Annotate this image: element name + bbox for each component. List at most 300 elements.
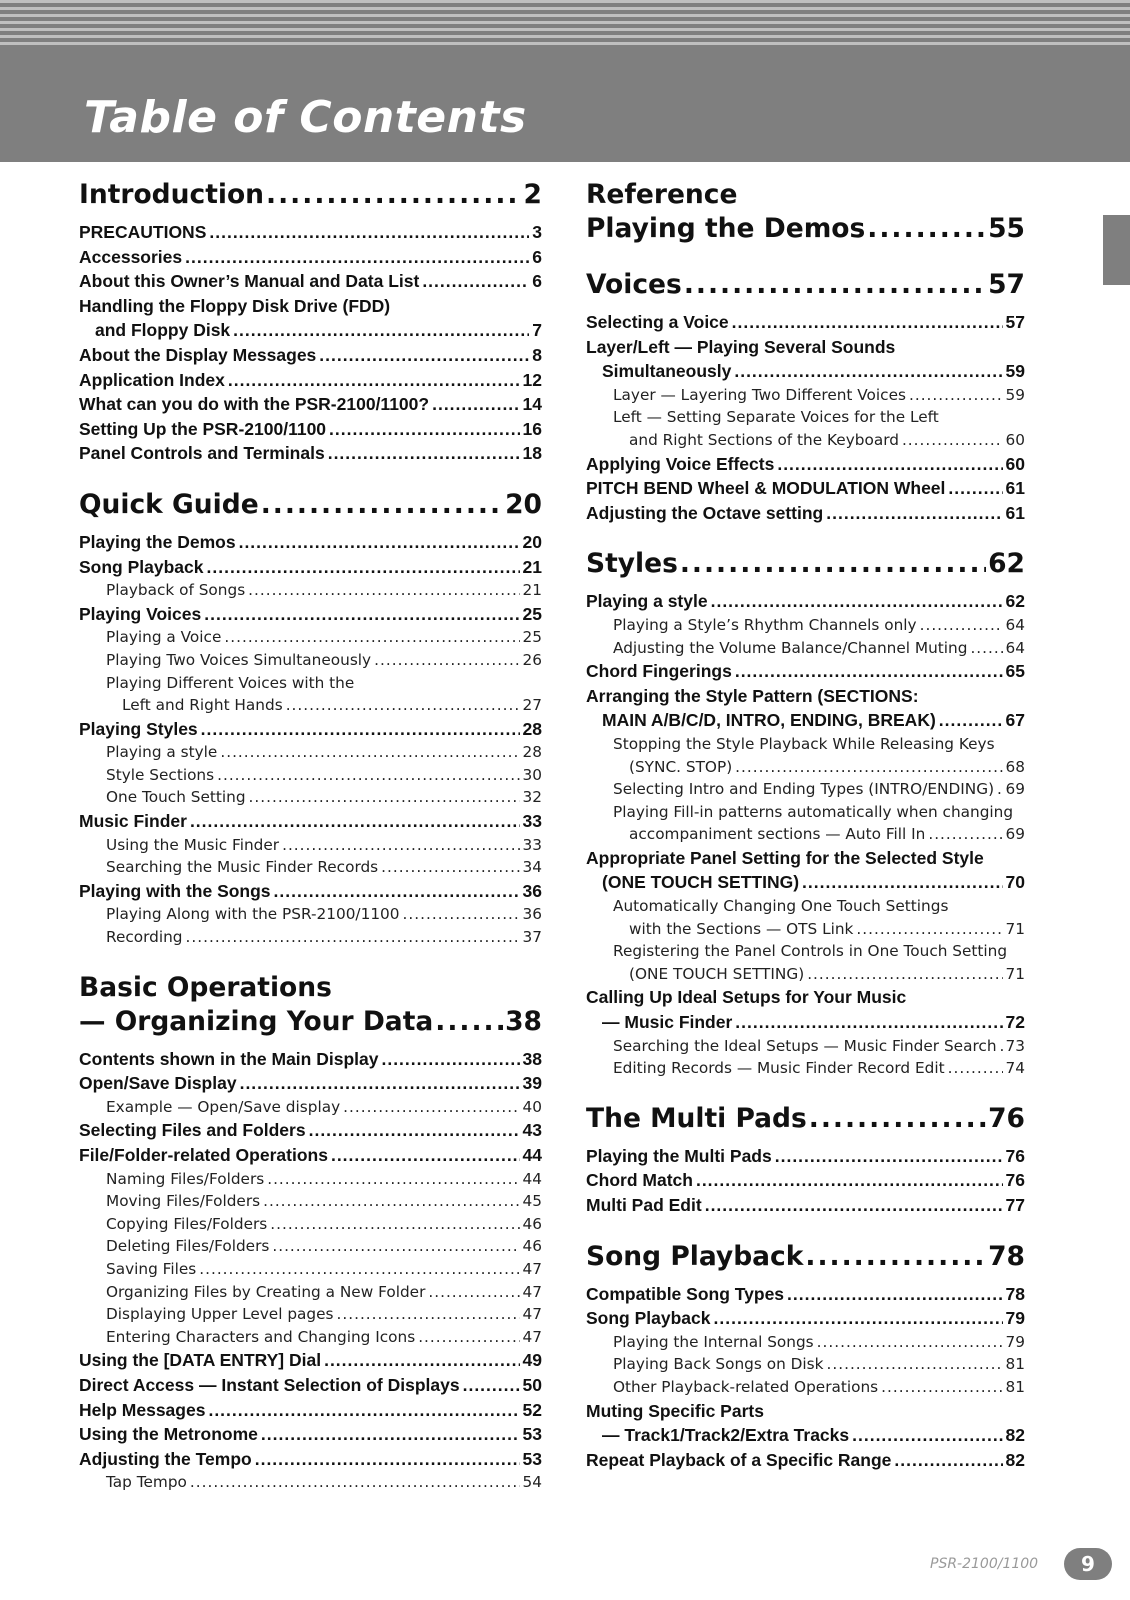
entry-title: Left and Right Hands	[122, 696, 283, 715]
dot-leader	[266, 178, 522, 212]
entry-title: Saving Files	[106, 1259, 197, 1278]
entry-page: 28	[522, 718, 542, 739]
toc-entry[interactable]	[79, 809, 542, 834]
dot-leader	[827, 1353, 1003, 1376]
entry-title: File/Folder-related Operations	[79, 1145, 328, 1165]
entry-title: and Right Sections of the Keyboard	[629, 430, 899, 449]
entry-title: Playing Voices	[79, 603, 202, 624]
entry-title: (SYNC. STOP)	[629, 757, 733, 776]
toc-entry[interactable]	[586, 1010, 1025, 1035]
toc-entry[interactable]	[586, 1168, 1025, 1193]
dot-leader	[684, 268, 986, 302]
dot-leader	[1000, 1035, 1003, 1058]
section-heading[interactable]	[586, 268, 1025, 302]
toc-entry[interactable]	[79, 879, 542, 904]
dot-leader	[705, 1193, 1003, 1218]
toc-subentry[interactable]	[79, 1168, 542, 1191]
section-heading-page: 55	[988, 213, 1025, 244]
dot-leader	[309, 1118, 520, 1143]
entry-page: 69	[1005, 825, 1025, 844]
entry-title: Direct Access — Instant Selection of Displays	[79, 1374, 460, 1395]
toc-section	[586, 268, 1025, 525]
toc-entry[interactable]	[79, 1047, 542, 1072]
toc-subentry[interactable]	[79, 694, 542, 717]
dot-leader	[240, 1071, 520, 1096]
entry-page: 64	[1005, 638, 1025, 657]
entry-title: Left — Setting Separate Voices for the Left	[613, 408, 939, 427]
entry-title: accompaniment sections — Auto Fill In	[629, 825, 926, 844]
toc-entry[interactable]	[79, 245, 542, 270]
toc-subentry[interactable]	[586, 1057, 1025, 1080]
dot-leader	[852, 1423, 1002, 1448]
toc-entry[interactable]	[586, 846, 1025, 871]
toc-subentry[interactable]	[586, 756, 1025, 779]
entry-title: Chord Fingerings	[586, 661, 732, 682]
entry-page: 7	[532, 320, 542, 341]
section-heading-page: 78	[988, 1240, 1025, 1272]
section-heading[interactable]	[586, 1102, 1025, 1136]
toc-entry[interactable]	[586, 501, 1025, 526]
section-heading[interactable]	[586, 1240, 1025, 1274]
dot-leader	[735, 756, 1002, 779]
dot-leader	[696, 1168, 1003, 1193]
toc-subentry[interactable]	[79, 834, 542, 857]
dot-leader	[249, 786, 520, 809]
entry-title: Using the [DATA ENTRY] Dial	[79, 1350, 322, 1371]
dot-leader	[817, 1331, 1003, 1354]
entry-page: 3	[532, 222, 542, 242]
toc-subentry[interactable]	[586, 963, 1025, 986]
entry-title: and Floppy Disk	[95, 320, 231, 341]
dot-leader	[282, 834, 519, 857]
entry-page: 46	[522, 1237, 542, 1256]
entry-title: About this Owner’s Manual and Data List	[79, 271, 420, 292]
entry-page: 79	[1005, 1332, 1025, 1351]
toc-entry[interactable]	[586, 1399, 1025, 1424]
toc-entry[interactable]	[79, 555, 542, 580]
dot-leader	[381, 1047, 519, 1072]
entry-page: 20	[522, 531, 542, 552]
toc-subentry[interactable]	[586, 733, 1025, 756]
entry-title: Searching the Ideal Setups — Music Finder Search	[613, 1036, 997, 1055]
toc-subentry[interactable]	[586, 1331, 1025, 1354]
toc-entry[interactable]	[586, 589, 1025, 614]
toc-subentry[interactable]	[586, 429, 1025, 452]
dot-leader	[328, 441, 520, 466]
entry-title: Deleting Files/Folders	[106, 1237, 270, 1256]
toc-entry[interactable]	[79, 1348, 542, 1373]
entry-title: Open/Save Display	[79, 1073, 237, 1094]
entry-title: — Music Finder	[602, 1012, 733, 1033]
dot-leader	[403, 903, 520, 926]
toc-subentry[interactable]	[79, 926, 542, 949]
dot-leader	[190, 1471, 520, 1494]
toc-entry[interactable]	[586, 870, 1025, 895]
toc-entry[interactable]	[79, 294, 542, 319]
toc-subentry[interactable]	[79, 903, 542, 926]
entry-title: Playing a Voice	[106, 628, 222, 647]
toc-subentry[interactable]	[79, 764, 542, 787]
toc-section	[586, 1102, 1025, 1218]
entry-title: Setting Up the PSR-2100/1100	[79, 418, 327, 439]
dot-leader	[261, 488, 503, 522]
toc-subentry[interactable]	[79, 649, 542, 672]
entry-title: Using the Music Finder	[106, 835, 280, 854]
dot-leader	[186, 926, 520, 949]
toc-entry[interactable]	[586, 1282, 1025, 1307]
toc-left-column	[79, 178, 542, 1516]
entry-page: 33	[522, 811, 542, 832]
entry-page: 61	[1005, 502, 1025, 523]
entry-title: Registering the Panel Controls in One Touch Setting	[613, 942, 1008, 961]
entry-page: 50	[522, 1374, 542, 1395]
dot-leader	[867, 212, 986, 246]
dot-leader	[319, 343, 529, 368]
toc-subentry[interactable]	[586, 940, 1025, 963]
toc-entry[interactable]	[79, 1118, 542, 1143]
toc-entry[interactable]	[79, 1398, 542, 1423]
entry-title: Playing the Internal Songs	[613, 1332, 814, 1351]
entry-page: 45	[522, 1192, 542, 1211]
entry-title: Playing Fill-in patterns automatically when changing	[613, 802, 1014, 821]
toc-subentry[interactable]	[79, 1235, 542, 1258]
section-heading[interactable]	[586, 212, 1025, 246]
toc-subentry[interactable]	[586, 1035, 1025, 1058]
dot-leader	[680, 547, 986, 581]
entry-page: 82	[1005, 1449, 1025, 1470]
toc-subentry[interactable]	[79, 626, 542, 649]
section-heading[interactable]	[79, 488, 542, 522]
section-heading-title: The Multi Pads	[586, 1102, 807, 1134]
dot-leader	[894, 1448, 1002, 1473]
toc-entry[interactable]	[79, 1373, 542, 1398]
dot-leader	[286, 694, 520, 717]
toc-entry[interactable]	[586, 1306, 1025, 1331]
toc-entry[interactable]	[586, 452, 1025, 477]
entry-page: 76	[1005, 1170, 1025, 1191]
entry-page: 37	[522, 928, 542, 947]
dot-leader	[263, 1190, 519, 1213]
toc-subentry[interactable]	[586, 406, 1025, 429]
dot-leader	[856, 918, 1002, 941]
toc-subentry[interactable]	[586, 895, 1025, 918]
heading-spacer	[586, 302, 1025, 310]
dot-leader	[735, 659, 1003, 684]
toc-entry[interactable]	[79, 1071, 542, 1096]
toc-entry[interactable]	[586, 1423, 1025, 1448]
dot-leader	[228, 368, 520, 393]
dot-leader	[209, 220, 529, 245]
section-heading-page: 2	[523, 179, 542, 210]
toc-entry[interactable]	[79, 602, 542, 627]
entry-page: 65	[1005, 661, 1025, 682]
entry-page: 36	[522, 880, 542, 901]
toc-subentry[interactable]	[586, 614, 1025, 637]
entry-title: Layer — Layering Two Different Voices	[613, 385, 906, 404]
entry-page: 74	[1005, 1059, 1025, 1078]
section-heading-prefix	[586, 178, 1025, 212]
toc-entry[interactable]	[79, 343, 542, 368]
entry-page: 6	[532, 246, 542, 267]
dot-leader	[374, 649, 519, 672]
toc-subentry[interactable]	[586, 637, 1025, 660]
entry-page: 27	[522, 696, 542, 715]
dot-leader	[220, 741, 519, 764]
toc-entry[interactable]	[586, 1144, 1025, 1169]
entry-page: 36	[522, 905, 542, 924]
section-heading-page: 20	[505, 488, 542, 520]
entry-title: Repeat Playback of a Specific Range	[586, 1449, 892, 1470]
entry-page: 70	[1005, 872, 1025, 893]
dot-leader	[948, 1057, 1003, 1080]
toc-subentry[interactable]	[586, 801, 1025, 824]
toc-subentry[interactable]	[79, 1096, 542, 1119]
toc-subentry[interactable]	[586, 918, 1025, 941]
dot-leader	[714, 1306, 1003, 1331]
heading-spacer	[586, 1274, 1025, 1282]
section-heading-title: Song Playback	[586, 1240, 804, 1272]
toc-subentry[interactable]	[79, 741, 542, 764]
entry-page: 81	[1005, 1355, 1025, 1374]
toc-subentry[interactable]	[79, 1326, 542, 1349]
entry-title: Playing with the Songs	[79, 880, 271, 901]
entry-page: 67	[1005, 710, 1025, 731]
dot-leader	[324, 1348, 519, 1373]
section-heading-prefix-text: Basic Operations	[79, 971, 332, 1003]
toc-subentry[interactable]	[79, 786, 542, 809]
entry-page: 44	[522, 1169, 542, 1188]
entry-title: Displaying Upper Level pages	[106, 1305, 334, 1324]
dot-leader	[255, 1447, 520, 1472]
entry-page: 44	[522, 1145, 542, 1165]
entry-title: Recording	[106, 928, 183, 947]
toc-subentry[interactable]	[79, 672, 542, 695]
footer-model-name: PSR-2100/1100	[930, 1556, 1039, 1572]
entry-title: Song Playback	[79, 556, 204, 577]
entry-title: Adjusting the Volume Balance/Channel Muting	[613, 638, 968, 657]
entry-page: 68	[1005, 757, 1025, 776]
entry-title: Simultaneously	[602, 361, 732, 382]
heading-spacer	[586, 581, 1025, 589]
toc-entry[interactable]	[586, 659, 1025, 684]
entry-page: 47	[522, 1327, 542, 1346]
toc-entry[interactable]	[586, 708, 1025, 733]
dot-leader	[343, 1096, 519, 1119]
entry-page: 72	[1005, 1012, 1025, 1033]
toc-subentry[interactable]	[586, 1376, 1025, 1399]
toc-subentry[interactable]	[79, 579, 542, 602]
toc-entry[interactable]	[586, 985, 1025, 1010]
entry-page: 64	[1005, 615, 1025, 634]
entry-page: 59	[1005, 385, 1025, 404]
toc-entry[interactable]	[79, 417, 542, 442]
section-heading[interactable]	[79, 1005, 542, 1039]
toc-entry[interactable]	[586, 476, 1025, 501]
dot-leader	[428, 1281, 519, 1304]
entry-title: Copying Files/Folders	[106, 1214, 268, 1233]
entry-title: MAIN A/B/C/D, INTRO, ENDING, BREAK)	[602, 710, 936, 731]
entry-page: 38	[522, 1048, 542, 1069]
dot-leader	[274, 879, 520, 904]
dot-leader	[217, 764, 519, 787]
entry-title: Arranging the Style Pattern (SECTIONS:	[586, 685, 919, 706]
heading-spacer	[79, 1039, 542, 1047]
section-heading-title: Quick Guide	[79, 488, 259, 520]
entry-page: 43	[522, 1120, 542, 1141]
dot-leader	[939, 708, 1003, 733]
entry-title: Playing a Style’s Rhythm Channels only	[613, 615, 917, 634]
entry-page: 6	[532, 271, 542, 292]
dot-leader	[463, 1373, 520, 1398]
heading-spacer	[79, 212, 542, 220]
entry-page: 69	[1005, 780, 1025, 799]
entry-page: 82	[1005, 1425, 1025, 1446]
dot-leader	[735, 1010, 1002, 1035]
entry-page: 8	[532, 344, 542, 365]
dot-leader	[881, 1376, 1002, 1399]
entry-title: Layer/Left — Playing Several Sounds	[586, 336, 896, 357]
entry-title: Automatically Changing One Touch Settings	[613, 897, 949, 916]
toc-entry[interactable]	[586, 684, 1025, 709]
toc-subentry[interactable]	[79, 1190, 542, 1213]
entry-page: 26	[522, 650, 542, 669]
dot-leader	[902, 429, 1003, 452]
entry-title: Playing Different Voices with the	[106, 673, 355, 692]
toc-subentry[interactable]	[79, 1471, 542, 1494]
toc-section	[79, 971, 542, 1494]
toc-entry[interactable]	[79, 530, 542, 555]
toc-entry[interactable]	[79, 1447, 542, 1472]
entry-page: 21	[522, 556, 542, 577]
entry-page: 46	[522, 1214, 542, 1233]
toc-entry[interactable]	[79, 269, 542, 294]
entry-page: 71	[1005, 919, 1025, 938]
section-heading-title: — Organizing Your Data	[79, 1005, 434, 1037]
entry-page: 54	[522, 1473, 542, 1492]
entry-title: Panel Controls and Terminals	[79, 443, 325, 464]
heading-spacer	[586, 1136, 1025, 1144]
dot-leader	[807, 963, 1002, 986]
toc-entry[interactable]	[79, 368, 542, 393]
toc-entry[interactable]	[586, 335, 1025, 360]
toc-entry[interactable]	[586, 1193, 1025, 1218]
entry-page: 76	[1005, 1145, 1025, 1166]
entry-title: One Touch Setting	[106, 788, 246, 807]
toc-subentry[interactable]	[79, 1303, 542, 1326]
entry-page: 14	[522, 394, 542, 415]
entry-title: Help Messages	[79, 1399, 206, 1420]
toc-subentry[interactable]	[586, 778, 1025, 801]
dot-leader	[734, 359, 1002, 384]
dot-leader	[248, 579, 519, 602]
section-heading-page: 62	[988, 548, 1025, 580]
entry-title: Playing Styles	[79, 718, 198, 739]
dot-leader	[777, 452, 1002, 477]
entry-title: Adjusting the Tempo	[79, 1448, 252, 1469]
section-heading-prefix	[79, 971, 542, 1005]
entry-page: 30	[522, 765, 542, 784]
entry-page: 53	[522, 1448, 542, 1469]
toc-subentry[interactable]	[586, 823, 1025, 846]
entry-title: Using the Metronome	[79, 1424, 258, 1445]
dot-leader	[337, 1303, 520, 1326]
entry-page: 61	[1005, 478, 1025, 499]
toc-subentry[interactable]	[79, 1213, 542, 1236]
dot-leader	[207, 555, 520, 580]
dot-leader	[928, 823, 1002, 846]
entry-page: 47	[522, 1282, 542, 1301]
dot-leader	[997, 778, 1002, 801]
dot-leader	[329, 417, 519, 442]
toc-entry[interactable]	[79, 1143, 542, 1168]
entry-title: Organizing Files by Creating a New Folder	[106, 1282, 426, 1301]
section-heading-title: Introduction	[79, 179, 265, 210]
dot-leader	[418, 1326, 519, 1349]
entry-page: 71	[1005, 964, 1025, 983]
dot-leader	[432, 392, 519, 417]
toc-entry[interactable]	[79, 392, 542, 417]
dot-leader	[775, 1144, 1003, 1169]
dot-leader	[233, 318, 529, 343]
entry-title: Accessories	[79, 246, 183, 267]
entry-title: PITCH BEND Wheel & MODULATION Wheel	[586, 478, 946, 499]
section-heading[interactable]	[79, 178, 542, 212]
dot-leader	[224, 626, 519, 649]
toc-entry[interactable]	[79, 717, 542, 742]
toc-entry[interactable]	[586, 310, 1025, 335]
section-heading[interactable]	[586, 547, 1025, 581]
dot-leader	[272, 1235, 519, 1258]
toc-entry[interactable]	[79, 1422, 542, 1447]
entry-title: Selecting Intro and Ending Types (INTRO/ENDING)	[613, 780, 995, 799]
dot-leader	[787, 1282, 1003, 1307]
entry-title: Muting Specific Parts	[586, 1400, 764, 1421]
entry-title: Playing the Demos	[79, 531, 236, 552]
toc-subentry[interactable]	[79, 1281, 542, 1304]
entry-page: 34	[522, 858, 542, 877]
title-banner	[0, 0, 1130, 162]
dot-leader	[826, 501, 1002, 526]
entry-page: 28	[522, 743, 542, 762]
toc-section	[586, 547, 1025, 1079]
entry-title: Music Finder	[79, 811, 187, 832]
dot-leader	[239, 530, 520, 555]
toc-entry[interactable]	[79, 441, 542, 466]
toc-right-column	[586, 178, 1025, 1494]
dot-leader	[208, 1398, 519, 1423]
page-title: Table of Contents	[84, 92, 527, 143]
section-heading-title: Playing the Demos	[586, 213, 866, 244]
entry-title: Stopping the Style Playback While Releasing Keys	[613, 734, 995, 753]
dot-leader	[920, 614, 1003, 637]
entry-title: Appropriate Panel Setting for the Selected Style	[586, 847, 984, 868]
entry-title: Compatible Song Types	[586, 1283, 785, 1304]
banner-stripes	[0, 0, 1130, 46]
entry-title: Selecting a Voice	[586, 312, 729, 332]
toc-entry[interactable]	[79, 220, 542, 245]
toc-entry[interactable]	[586, 359, 1025, 384]
entry-title: Applying Voice Effects	[586, 453, 775, 474]
toc-subentry[interactable]	[586, 1353, 1025, 1376]
section-heading-page: 38	[505, 1005, 542, 1037]
toc-subentry[interactable]	[586, 384, 1025, 407]
toc-subentry[interactable]	[79, 856, 542, 879]
toc-entry[interactable]	[586, 1448, 1025, 1473]
entry-page: 47	[522, 1305, 542, 1324]
section-heading-title: Voices	[586, 269, 682, 300]
toc-subentry[interactable]	[79, 1258, 542, 1281]
toc-entry[interactable]	[79, 318, 542, 343]
